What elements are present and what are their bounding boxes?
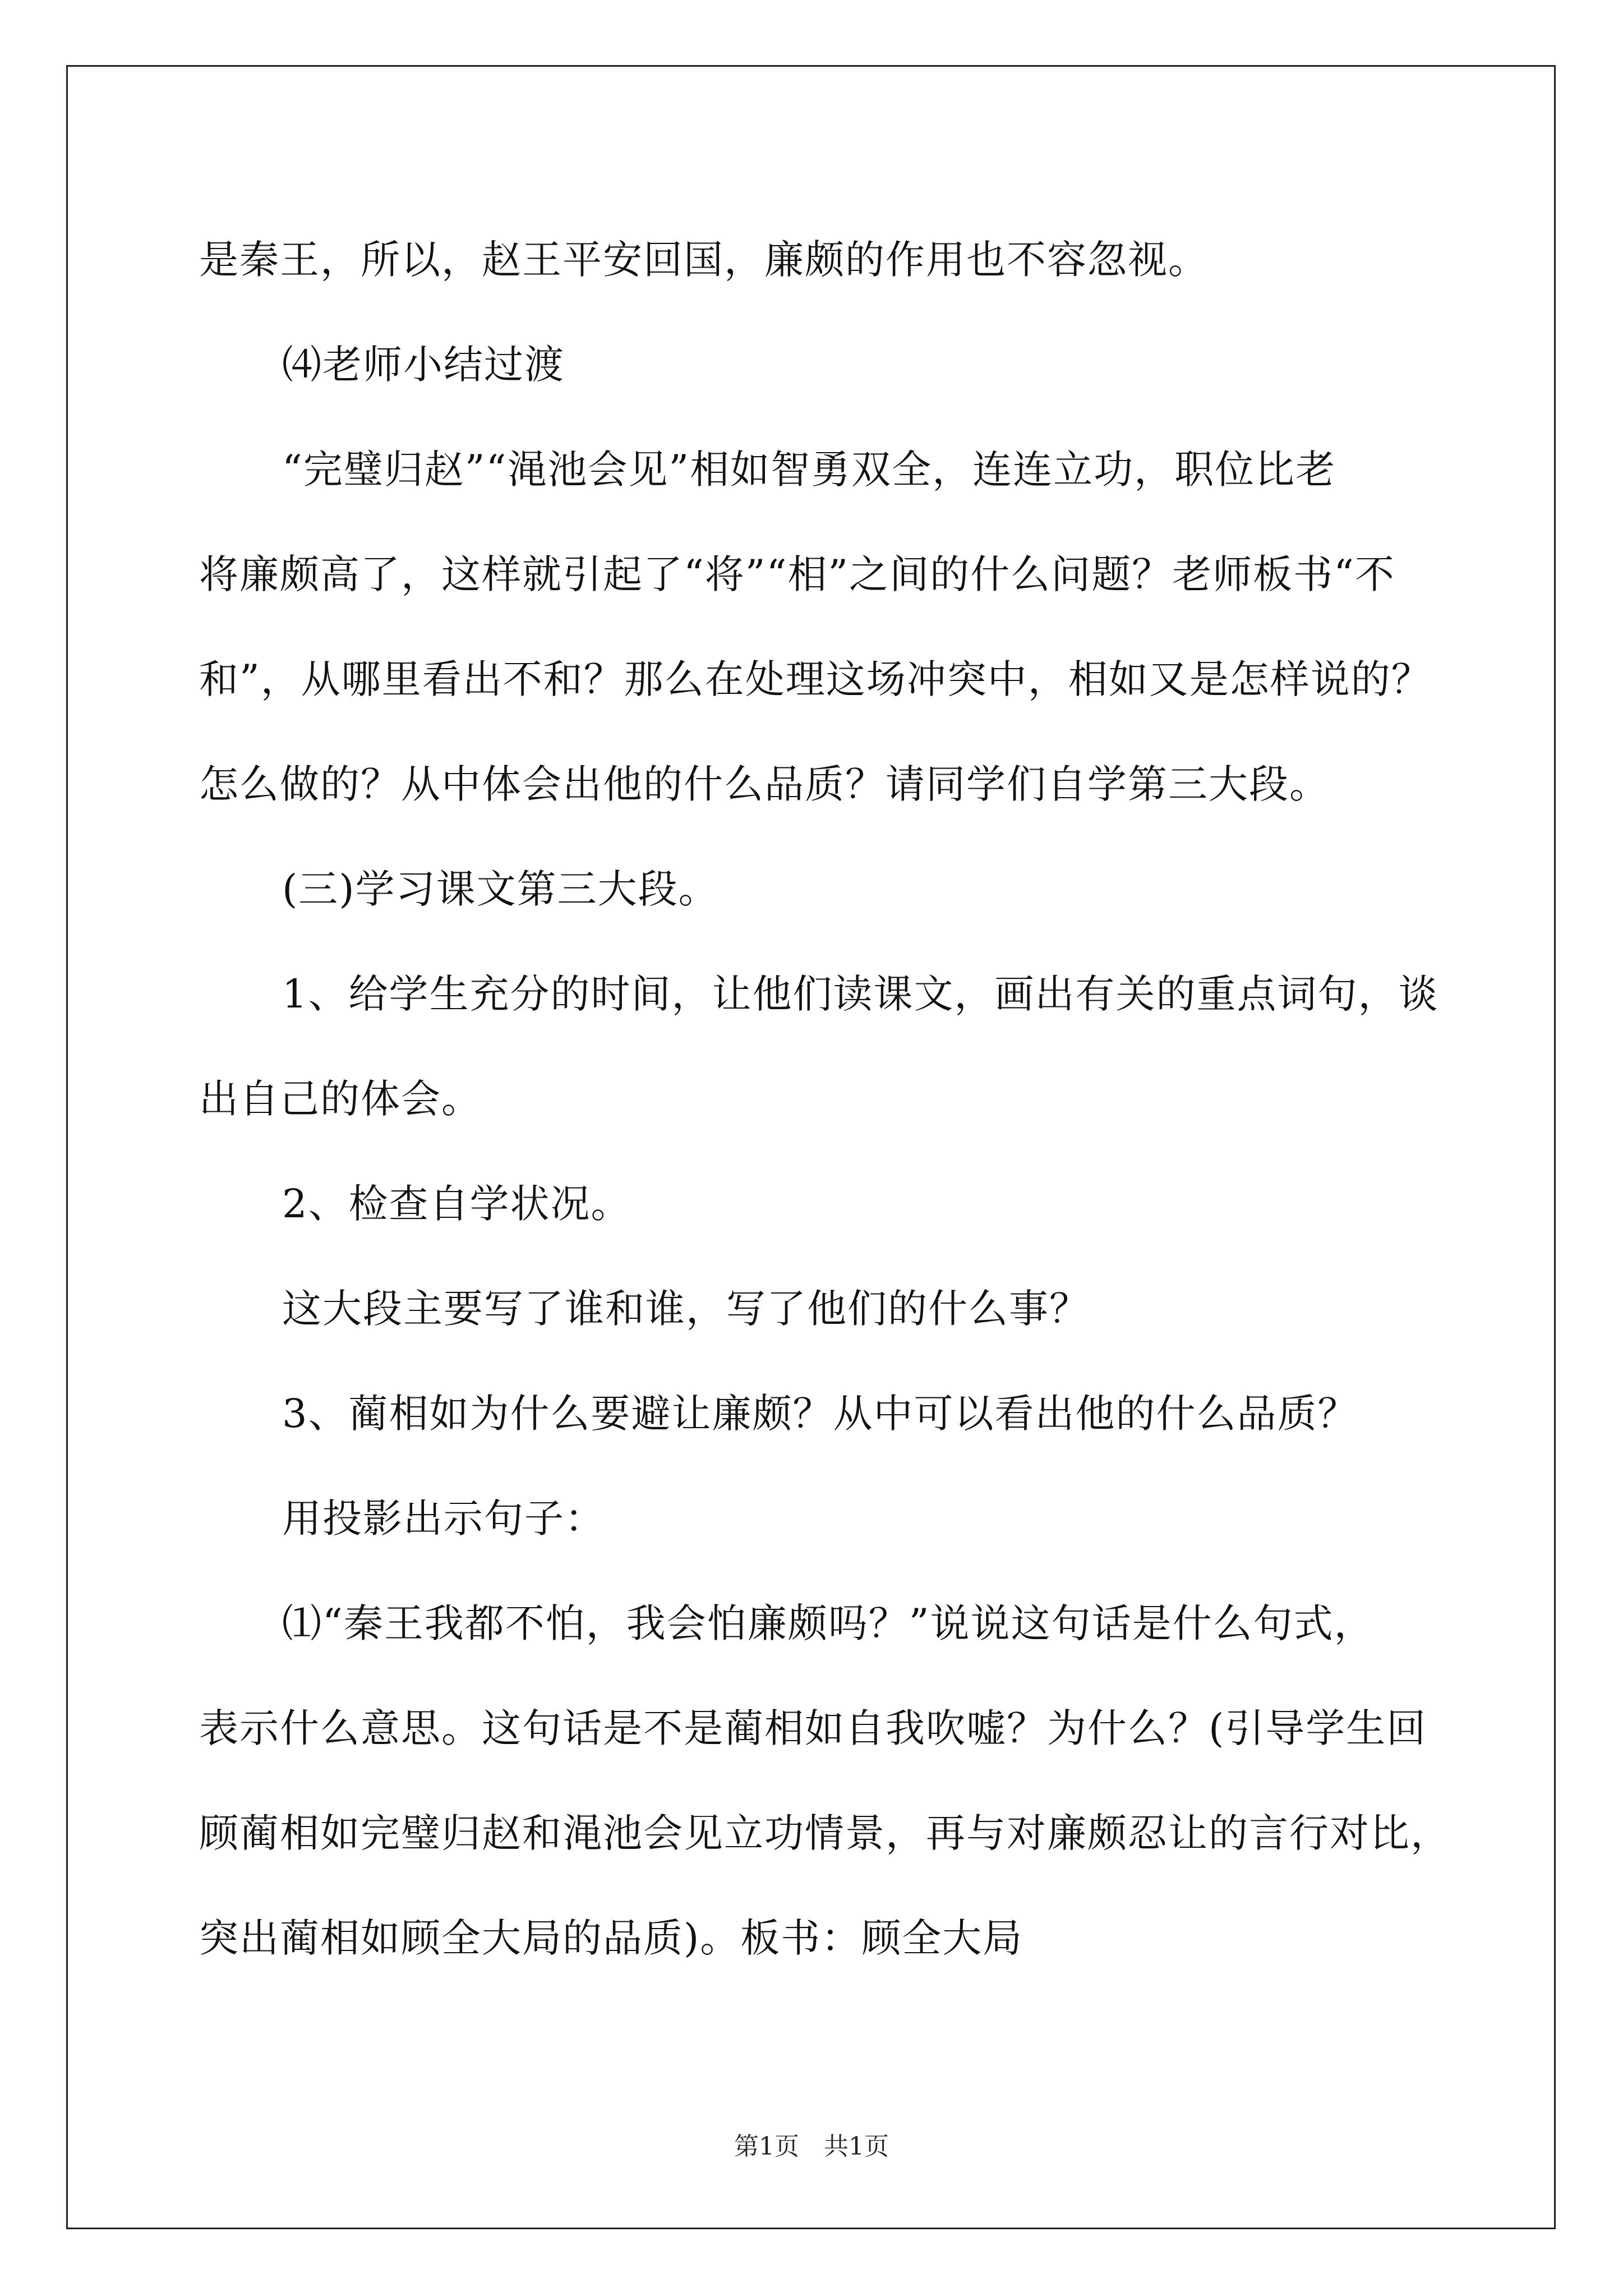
text-line: 出自己的体会。: [199, 1076, 482, 1122]
text-line: 表示什么意思。这句话是不是蔺相如自我吹嘘？为什么？(引导学生回: [199, 1705, 1427, 1751]
paragraph: [199, 1361, 1438, 1466]
text-line: 用投影出示句子：: [282, 1496, 605, 1542]
text-line: 是秦王，所以，赵王平安回国，廉颇的作用也不容忽视。: [199, 237, 1209, 283]
section-heading: [199, 837, 1438, 942]
text-line: 和”，从哪里看出不和？那么在处理这场冲突中，相如又是怎样说的？: [199, 656, 1432, 702]
text-line: 突出蔺相如顾全大局的品质)。板书：顾全大局: [199, 1915, 1023, 1961]
text-line: 3、蔺相如为什么要避让廉颇？从中可以看出他的什么品质？: [282, 1391, 1358, 1437]
text-line: 顾蔺相如完璧归赵和渑池会见立功情景，再与对廉颇忍让的言行对比，: [199, 1810, 1451, 1856]
text-line: 2、检查自学状况。: [282, 1181, 631, 1227]
text-line: 1、给学生充分的时间，让他们读课文，画出有关的重点词句，谈: [282, 971, 1439, 1017]
paragraph: [199, 1466, 1438, 1571]
text-line: (三)学习课文第三大段。: [282, 866, 719, 912]
paragraph: [199, 1152, 1438, 1257]
text-line: 怎么做的？从中体会出他的什么品质？请同学们自学第三大段。: [199, 761, 1330, 807]
text-line: ⑷老师小结过渡: [282, 342, 565, 388]
page-footer: 第1页 共1页: [734, 2132, 889, 2161]
paragraph: [199, 312, 1438, 417]
paragraph: [199, 208, 1438, 312]
text-line: 这大段主要写了谁和谁，写了他们的什么事？: [282, 1286, 1090, 1332]
paragraph: [199, 417, 1438, 837]
document-body: [199, 208, 1451, 1991]
text-line: 将廉颇高了，这样就引起了“将”“相”之间的什么问题？老师板书“不: [199, 551, 1395, 597]
paragraph: [199, 1571, 1451, 1991]
paragraph: [199, 942, 1438, 1152]
text-line: ⑴“秦王我都不怕，我会怕廉颇吗？”说说这句话是什么句式，: [282, 1600, 1375, 1646]
text-line: “完璧归赵”“渑池会见”相如智勇双全，连连立功，职位比老: [282, 447, 1336, 493]
paragraph: [199, 1257, 1438, 1361]
